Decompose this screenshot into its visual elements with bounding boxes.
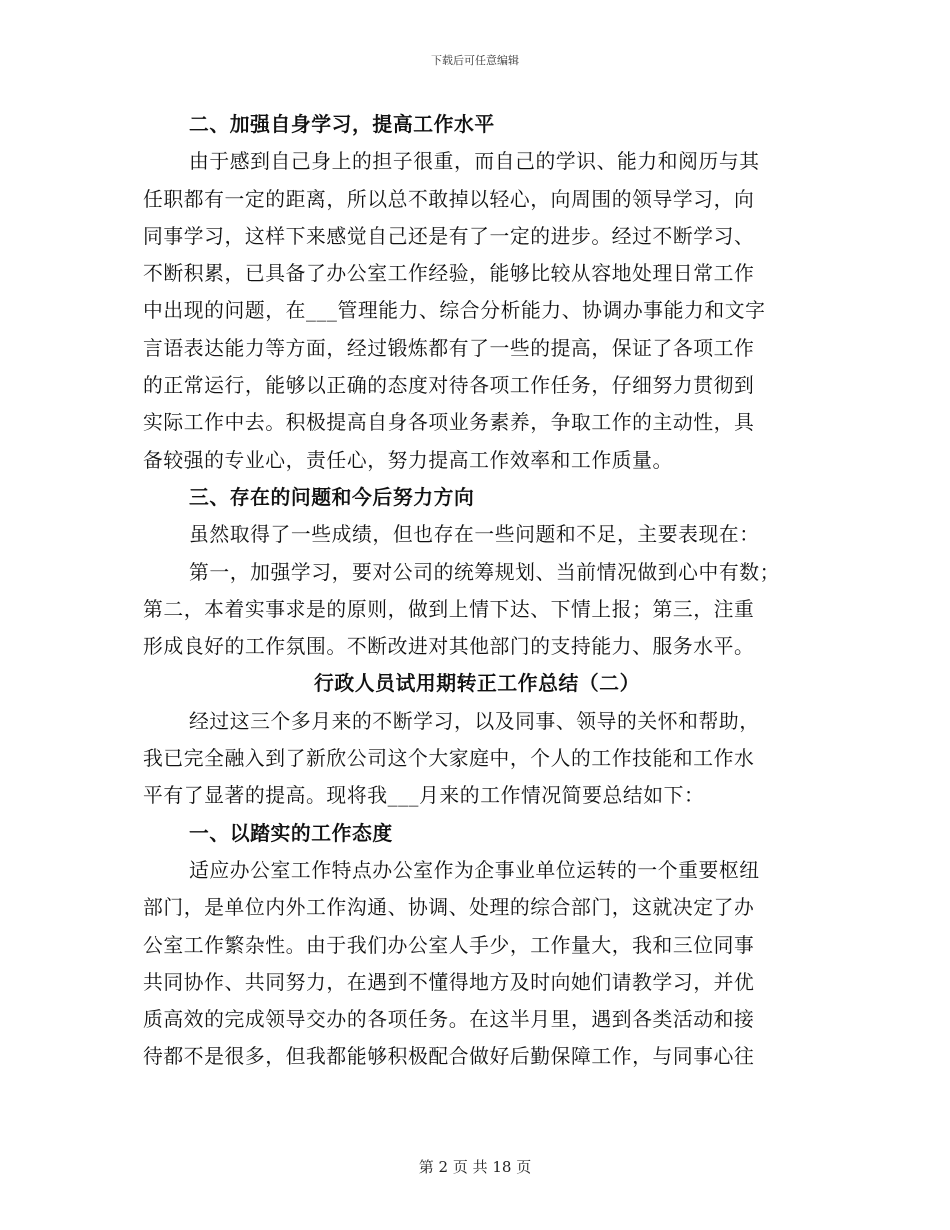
document-title: 行政人员试用期转正工作总结（二）: [313, 671, 641, 696]
paragraph-line: 平有了显著的提高。现将我___月来的工作情况简要总结如下：: [143, 784, 705, 808]
paragraph-line: 的正常运行，能够以正确的态度对待各项工作任务，仔细努力贯彻到: [143, 374, 755, 398]
paragraph-line: 第一，加强学习，要对公司的统筹规划、当前情况做到心中有数；: [189, 560, 781, 584]
paragraph-line: 共同协作、共同努力，在遇到不懂得地方及时向她们请教学习，并优: [143, 970, 755, 994]
paragraph-line: 我已完全融入到了新欣公司这个大家庭中，个人的工作技能和工作水: [143, 747, 755, 771]
section-heading: 一、以踏实的工作态度: [189, 820, 393, 845]
section-heading: 二、加强自身学习，提高工作水平: [189, 112, 495, 136]
paragraph-line: 同事学习，这样下来感觉自己还是有了一定的进步。经过不断学习、: [143, 224, 755, 248]
paragraph-line: 部门，是单位内外工作沟通、协调、处理的综合部门，这就决定了办: [143, 896, 755, 920]
page-header-note: 下载后可任意编辑: [431, 54, 519, 67]
paragraph-line: 形成良好的工作氛围。不断改进对其他部门的支持能力、服务水平。: [143, 635, 755, 659]
paragraph-line: 中出现的问题，在___管理能力、综合分析能力、协调办事能力和文字: [143, 299, 766, 323]
paragraph-line: 实际工作中去。积极提高自身各项业务素养，争取工作的主动性，具: [143, 411, 755, 435]
paragraph-line: 第二，本着实事求是的原则，做到上情下达、下情上报；第三，注重: [143, 597, 755, 621]
paragraph-line: 虽然取得了一些成绩，但也存在一些问题和不足，主要表现在：: [189, 523, 760, 547]
page-footer-number: 第 2 页 共 18 页: [418, 1158, 532, 1176]
paragraph-line: 待都不是很多，但我都能够积极配合做好后勤保障工作，与同事心往: [143, 1045, 755, 1069]
paragraph-line: 质高效的完成领导交办的各项任务。在这半月里，遇到各类活动和接: [143, 1008, 755, 1032]
paragraph-line: 由于感到自己身上的担子很重，而自己的学识、能力和阅历与其: [189, 150, 760, 174]
paragraph-line: 公室工作繁杂性。由于我们办公室人手少，工作量大，我和三位同事: [143, 933, 755, 957]
paragraph-line: 言语表达能力等方面，经过锻炼都有了一些的提高，保证了各项工作: [143, 336, 755, 360]
document-body: [143, 106, 811, 1076]
section-heading: 三、存在的问题和今后努力方向: [189, 484, 475, 509]
paragraph-line: 适应办公室工作特点办公室作为企事业单位运转的一个重要枢纽: [189, 858, 760, 882]
paragraph-line: 备较强的专业心，责任心，努力提高工作效率和工作质量。: [143, 448, 673, 472]
paragraph-line: 经过这三个多月来的不断学习，以及同事、领导的关怀和帮助，: [189, 709, 760, 733]
paragraph-line: 任职都有一定的距离，所以总不敢掉以轻心，向周围的领导学习，向: [143, 187, 755, 211]
paragraph-line: 不断积累，已具备了办公室工作经验，能够比较从容地处理日常工作: [143, 262, 755, 286]
